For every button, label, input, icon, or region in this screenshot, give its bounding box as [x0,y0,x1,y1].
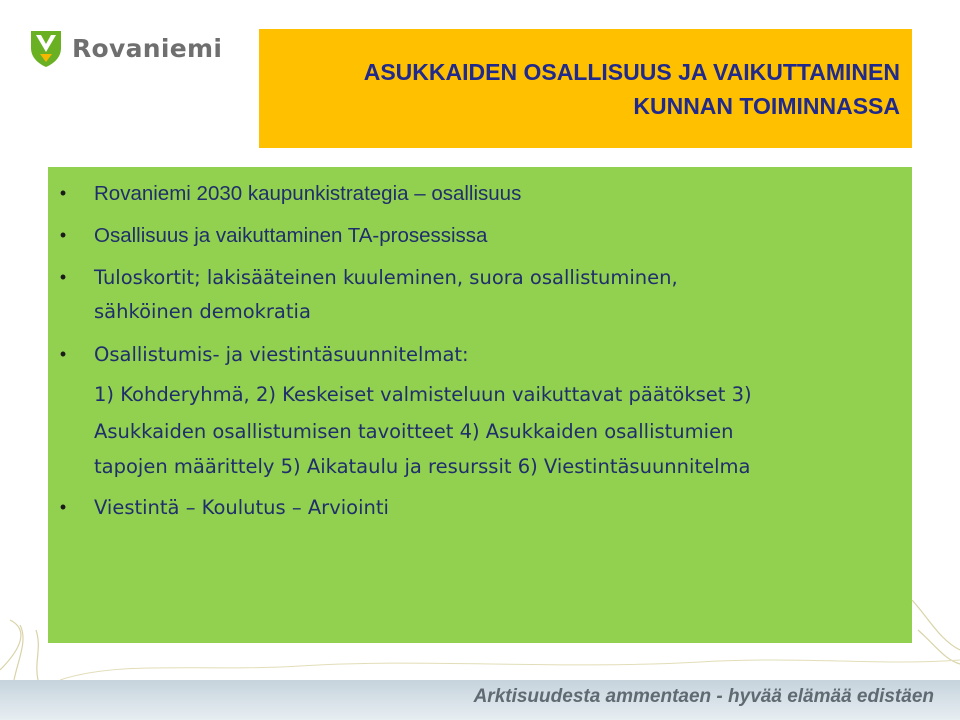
decorative-line-art [0,600,960,680]
title-banner [259,29,912,148]
bullet-dot-icon: • [59,497,67,517]
rovaniemi-logo [28,28,222,68]
title-line-1: ASUKKAIDEN OSALLISUUS JA VAIKUTTAMINEN [363,58,900,85]
bullet-text: Osallistumis- ja viestintäsuunnitelmat: [94,343,469,366]
footer-slogan: Arktisuudesta ammentaen - hyvää elämää edistäen [473,686,934,707]
bullet-dot-icon: • [59,225,67,245]
bullet-text: Osallisuus ja vaikuttaminen TA-prosessissa [94,224,488,247]
coat-of-arms-icon [28,28,64,68]
bullet-text: Rovaniemi 2030 kaupunkistrategia – osallisuus [94,182,522,205]
bullet-text: sähköinen demokratia [94,300,311,323]
bullet-text: Tuloskortit; lakisääteinen kuuleminen, suora osallistuminen, [94,266,678,289]
plan-line: tapojen määrittely 5) Aikataulu ja resurssit 6) Viestintäsuunnitelma [94,455,751,478]
footer-band [0,680,960,720]
plan-line: Asukkaiden osallistumisen tavoitteet 4) Asukkaiden osallistumien [94,420,734,443]
bullet-dot-icon: • [59,267,67,287]
logo-wordmark: Rovaniemi [72,33,223,63]
content-panel [48,167,912,643]
title-line-2: KUNNAN TOIMINNASSA [633,92,900,119]
plan-line: 1) Kohderyhmä, 2) Keskeiset valmisteluun vaikuttavat päätökset 3) [94,383,752,406]
bullet-dot-icon: • [59,183,67,203]
bullet-text: Viestintä – Koulutus – Arviointi [94,496,389,519]
bullet-dot-icon: • [59,344,67,364]
